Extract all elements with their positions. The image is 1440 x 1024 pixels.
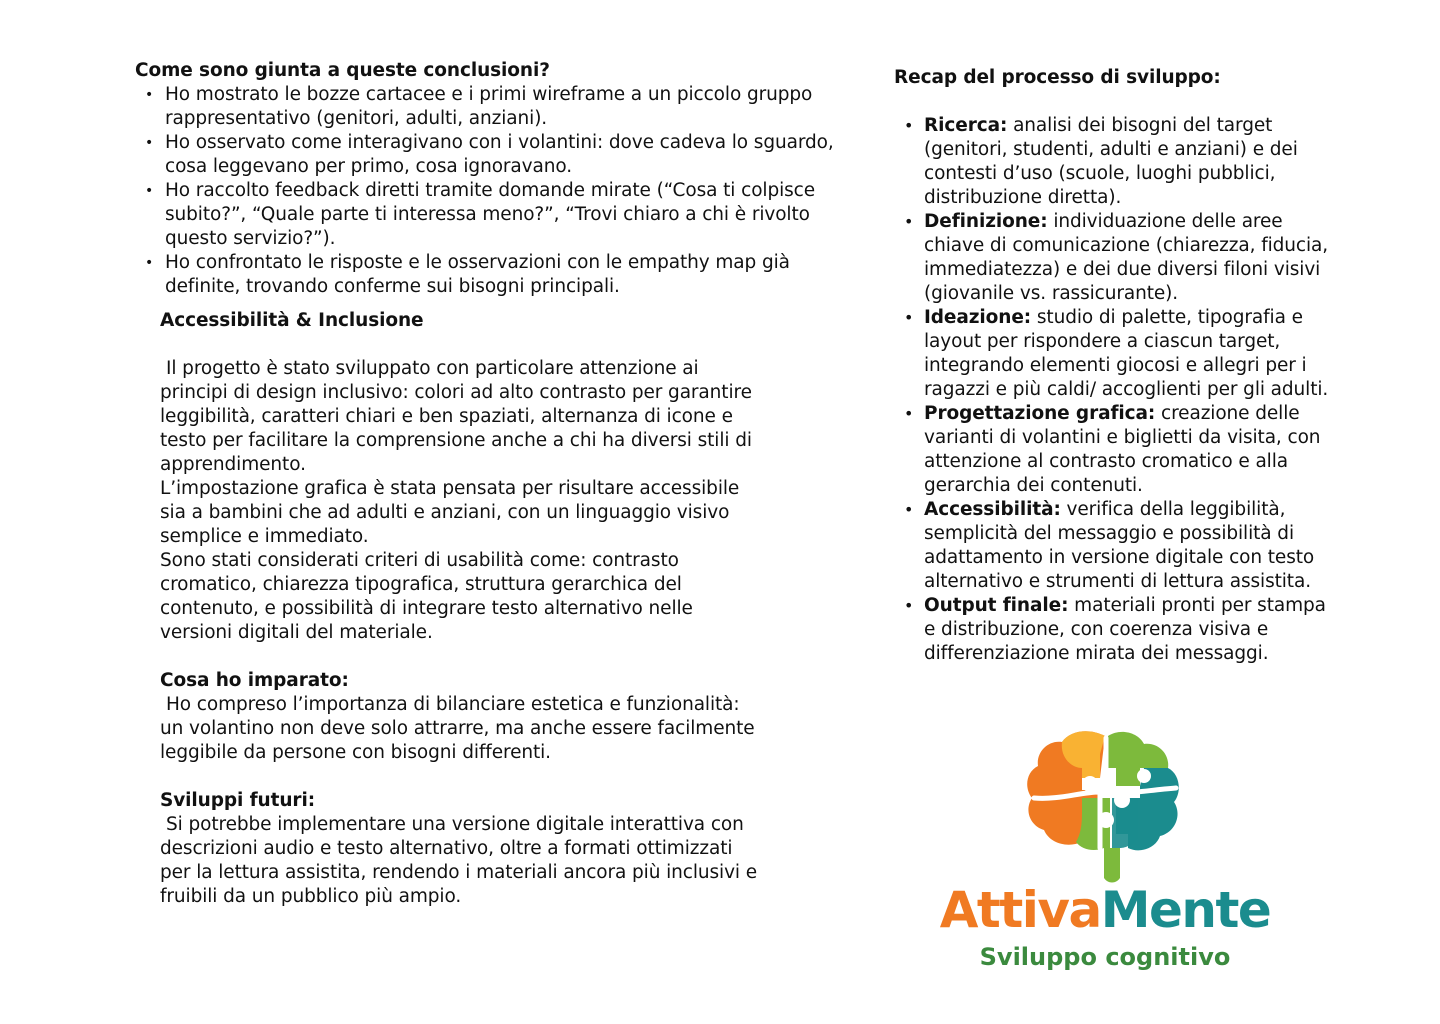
recap-item-graphic-design	[894, 402, 1334, 498]
recap-term: Definizione:	[924, 211, 1048, 232]
list-item: • Ho confrontato le risposte e le osservazioni con le empathy map già definite, trovando conferme sui bisogni principali.	[135, 251, 855, 299]
recap-term: Progettazione grafica:	[924, 403, 1156, 424]
recap-term: Ideazione:	[924, 307, 1032, 328]
recap-title: Recap del processo di sviluppo:	[894, 67, 1221, 88]
accessibility-title: Accessibilità & Inclusione	[160, 310, 424, 331]
recap-item-research	[894, 114, 1334, 210]
recap-term: Ricerca:	[924, 115, 1008, 136]
recap-section	[894, 66, 1334, 666]
logo-tagline: Sviluppo cognitivo	[979, 943, 1231, 971]
logo-part-attiva: Attiva	[939, 881, 1101, 939]
list-item: • Ho mostrato le bozze cartacee e i primi wireframe a un piccolo gruppo rappresentativo (genitori, adulti, anziani).	[135, 83, 855, 131]
brain-puzzle-icon	[1020, 728, 1190, 886]
conclusions-title: Come sono giunta a queste conclusioni?	[135, 60, 550, 81]
logo-part-mente: Mente	[1100, 881, 1271, 939]
reflection-section	[160, 309, 760, 909]
learned-text: Ho compreso l’importanza di bilanciare estetica e funzionalità: un volantino non deve solo attrarre, ma anche essere facilmente leggibile da persone con bisogni differenti.	[160, 694, 755, 763]
list-item: • Ho raccolto feedback diretti tramite domande mirate (“Cosa ti colpisce subito?”, “Quale parte ti interessa meno?”, “Trovi chiaro a chi è rivolto questo servizio?”).	[135, 179, 855, 251]
future-text: Si potrebbe implementare una versione digitale interattiva con descrizioni audio e testo alternativo, oltre a formati ottimizzati per la lettura assistita, rendendo i materiali ancora più inclusivi e fruibili da un pubblico più ampio.	[160, 814, 758, 907]
logo-wordmark	[930, 880, 1280, 940]
recap-item-definition	[894, 210, 1334, 306]
accessibility-paragraph-1: Il progetto è stato sviluppato con particolare attenzione ai principi di design inclusivo: colori ad alto contrasto per garantire leggibilità, caratteri chiari e ben spaziati, alternanza di icone e testo per facilitare la comprensione anche a chi ha diversi stili di apprendimento.	[160, 358, 752, 475]
recap-item-final-output	[894, 594, 1334, 666]
recap-text: analisi dei bisogni del target (genitori, studenti, adulti e anziani) e dei contesti d’uso (scuole, luoghi pubblici, distribuzione diretta).	[924, 115, 1298, 208]
recap-text: materiali pronti per stampa e distribuzione, con coerenza visiva e differenziazione mirata dei messaggi.	[924, 595, 1326, 664]
recap-text: verifica della leggibilità, semplicità del messaggio e possibilità di adattamento in versione digitale con testo alternativo e strumenti di lettura assistita.	[924, 499, 1315, 592]
conclusions-list	[135, 83, 855, 299]
list-item: • Ho osservato come interagivano con i volantini: dove cadeva lo sguardo, cosa leggevano per primo, cosa ignoravano.	[135, 131, 855, 179]
recap-list	[894, 114, 1334, 666]
accessibility-paragraph-3: Sono stati considerati criteri di usabilità come: contrasto cromatico, chiarezza tipografica, struttura gerarchica del contenuto, e possibilità di integrare testo alternativo nelle versioni digitali del materiale.	[160, 550, 693, 643]
future-title: Sviluppi futuri:	[160, 790, 315, 811]
recap-item-accessibility	[894, 498, 1334, 594]
recap-term: Accessibilità:	[924, 499, 1061, 520]
accessibility-paragraph-2: L’impostazione grafica è stata pensata per risultare accessibile sia a bambini che ad adulti e anziani, con un linguaggio visivo semplice e immediato.	[160, 478, 740, 547]
recap-text: individuazione delle aree chiave di comunicazione (chiarezza, fiducia, immediatezza) e dei due diversi filoni visivi (giovanile vs. rassicurante).	[924, 211, 1329, 304]
recap-text: creazione delle varianti di volantini e biglietti da visita, con attenzione al contrasto cromatico e alla gerarchia dei contenuti.	[924, 403, 1321, 496]
recap-text: studio di palette, tipografia e layout per rispondere a ciascun target, integrando elementi giocosi e allegri per i ragazzi e più caldi/ accoglienti per gli adulti.	[924, 307, 1329, 400]
learned-title: Cosa ho imparato:	[160, 670, 349, 691]
recap-term: Output finale:	[924, 595, 1069, 616]
recap-item-ideation	[894, 306, 1334, 402]
conclusions-section	[135, 59, 855, 299]
